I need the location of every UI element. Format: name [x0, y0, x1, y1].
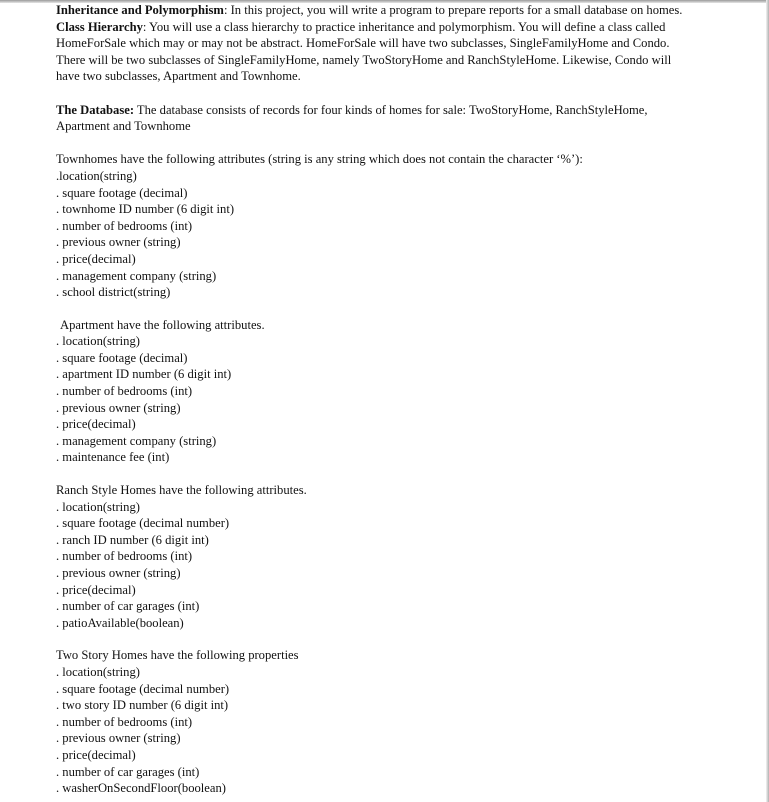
spacer	[56, 466, 736, 482]
apartment-title: Apartment have the following attributes.	[60, 317, 265, 332]
apartment-attr: . location(string)	[56, 334, 140, 349]
twostory-attr: . washerOnSecondFloor(boolean)	[56, 781, 226, 796]
townhome-attr: . number of bedrooms (int)	[56, 218, 193, 233]
ranch-attr: . ranch ID number (6 digit int)	[56, 532, 209, 547]
ranch-attr: . price(decimal)	[56, 582, 136, 597]
database-line-1	[56, 102, 736, 119]
townhome-attr: .location(string)	[56, 168, 137, 183]
database-heading: The Database:	[56, 102, 135, 117]
apartment-attr: . price(decimal)	[56, 417, 136, 432]
ranch-title: Ranch Style Homes have the following attributes.	[56, 483, 307, 498]
intro-text-2: : You will use a class hierarchy to practice inheritance and polymorphism. You will define a class called	[142, 19, 666, 34]
intro-text-1: : In this project, you will write a program to prepare reports for a small database on homes.	[223, 3, 683, 17]
intro-line-4: There will be two subclasses of SingleFamilyHome, namely TwoStoryHome and RanchStyleHome. Likewise, Condo will	[56, 52, 672, 67]
townhome-attr: . management company (string)	[56, 268, 217, 283]
townhome-attr: . price(decimal)	[56, 251, 136, 266]
ranch-attr: . previous owner (string)	[56, 566, 181, 580]
townhome-attr: . square footage (decimal)	[56, 185, 188, 200]
apartment-attr: . square footage (decimal)	[56, 350, 188, 365]
apartment-attr: . management company (string)	[56, 433, 217, 448]
twostory-attr: . square footage (decimal number)	[56, 681, 230, 696]
spacer	[56, 85, 736, 102]
apartment-attr: . apartment ID number (6 digit int)	[56, 367, 232, 382]
townhome-title: Townhomes have the following attributes (string is any string which does not contain the character ‘%’):	[56, 152, 583, 167]
ranch-attr: . location(string)	[56, 499, 140, 514]
spacer	[56, 301, 736, 317]
twostory-attr: . number of bedrooms (int)	[56, 714, 193, 729]
intro-line-3: HomeForSale which may or may not be abstract. HomeForSale will have two subclasses, SingleFamilyHome and Condo.	[56, 36, 670, 51]
database-line-2: Apartment and Townhome	[56, 119, 191, 134]
townhome-attr: . previous owner (string)	[56, 235, 181, 250]
intro-heading-class-hierarchy: Class Hierarchy	[56, 19, 143, 34]
intro-line-2	[56, 19, 736, 36]
twostory-attr: . location(string)	[56, 664, 140, 679]
intro-line-5: have two subclasses, Apartment and Townhome.	[56, 69, 301, 84]
spacer	[56, 631, 736, 647]
twostory-attr: . two story ID number (6 digit int)	[56, 698, 229, 713]
twostory-attr: . number of car garages (int)	[56, 764, 200, 779]
twostory-attr: . previous owner (string)	[56, 731, 181, 746]
townhome-attr: . school district(string)	[56, 285, 171, 300]
townhome-attr: . townhome ID number (6 digit int)	[56, 202, 235, 217]
database-text: The database consists of records for four kinds of homes for sale: TwoStoryHome, RanchStyleHome,	[134, 102, 648, 117]
twostory-attr: . price(decimal)	[56, 747, 136, 762]
intro-line-1	[56, 2, 736, 19]
ranch-attr: . patioAvailable(boolean)	[56, 615, 184, 630]
document-body	[56, 2, 736, 797]
apartment-attr: . number of bedrooms (int)	[56, 384, 193, 399]
intro-heading-inheritance: Inheritance and Polymorphism	[56, 3, 224, 17]
apartment-attr: . maintenance fee (int)	[56, 450, 170, 465]
ranch-attr: . number of car garages (int)	[56, 599, 200, 614]
twostory-title: Two Story Homes have the following properties	[56, 648, 299, 663]
ranch-attr: . square footage (decimal number)	[56, 516, 230, 531]
spacer	[56, 135, 736, 152]
apartment-attr: . previous owner (string)	[56, 400, 181, 415]
ranch-attr: . number of bedrooms (int)	[56, 549, 193, 564]
